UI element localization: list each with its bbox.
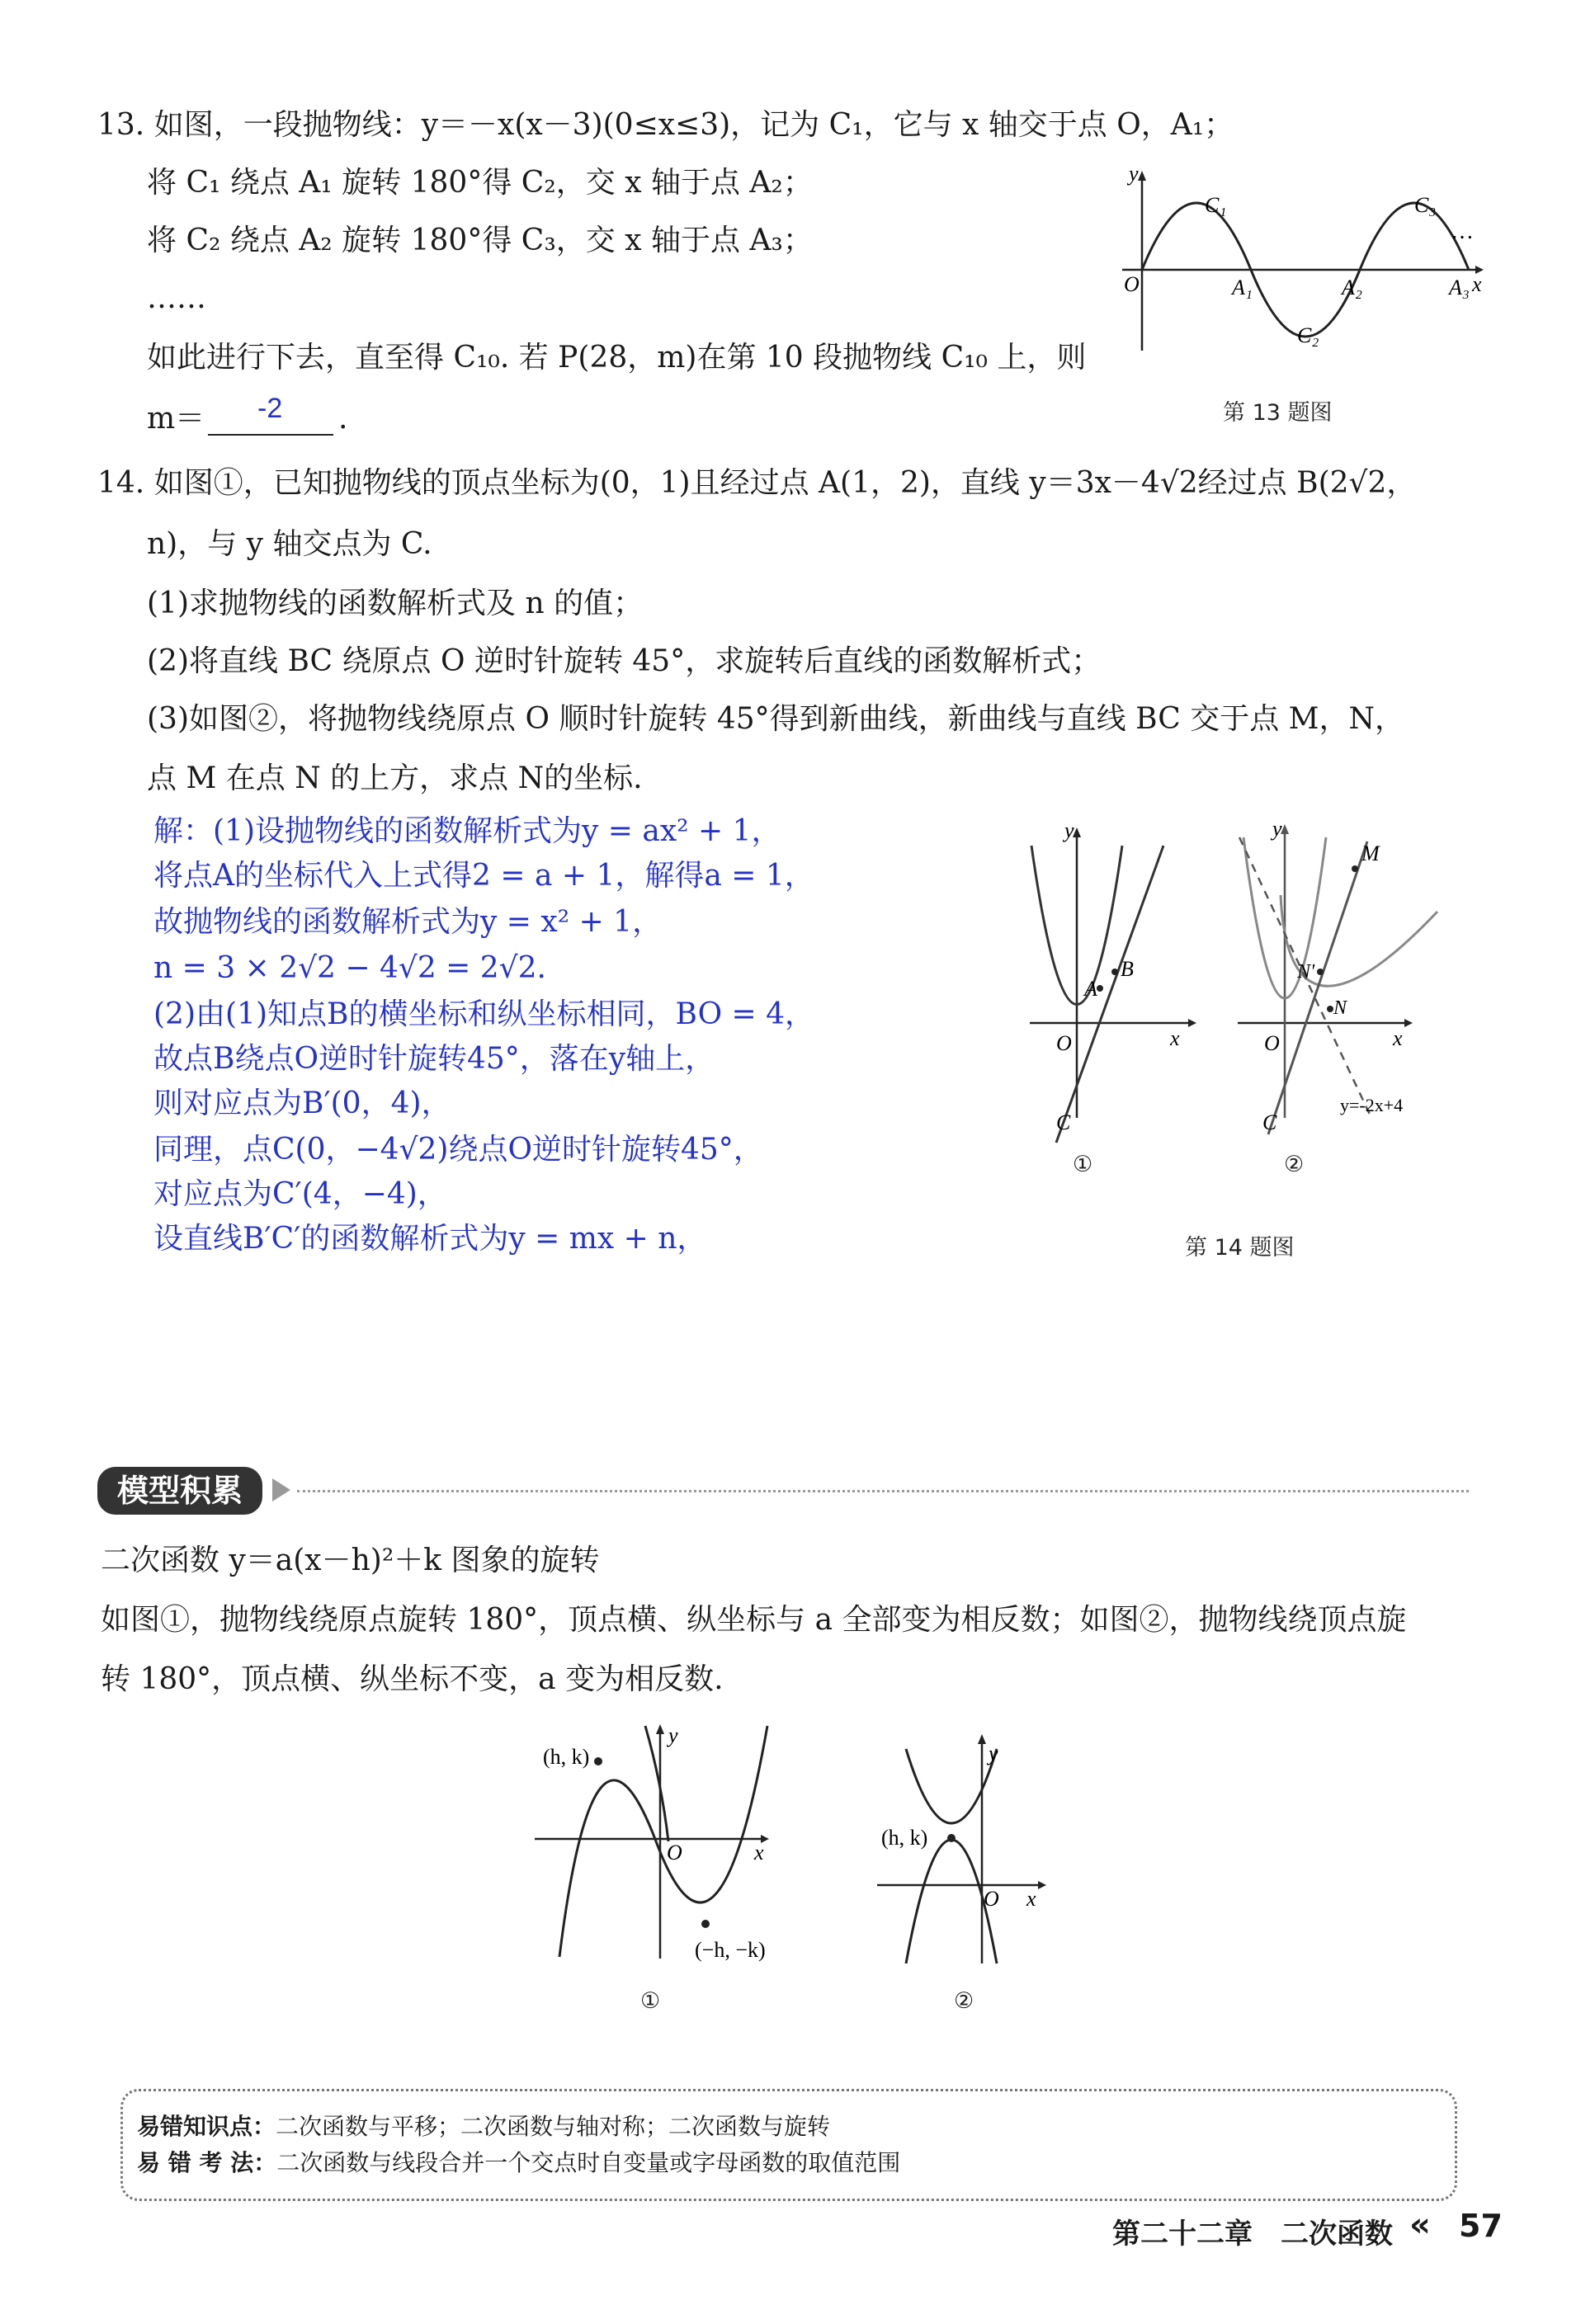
footer-chapter: 第二十二章 二次函数 — [1112, 2218, 1393, 2251]
q13-period: . — [338, 402, 348, 436]
q14-line-5: (3)如图②，将抛物线绕原点 O 顺时针旋转 45°得到新曲线，新曲线与直线 BC 交于点 M，N， — [147, 702, 1405, 736]
curve-c1 — [1142, 203, 1251, 270]
note-text-2: 二次函数与线段合并一个交点时自变量或字母函数的取值范围 — [276, 2149, 901, 2176]
model-text-2: 转 180°，顶点横、纵坐标不变，a 变为相反数. — [101, 1662, 724, 1696]
q14-line-1: 14. 如图①，已知抛物线的顶点坐标为(0，1)且经过点 A(1，2)，直线 y＝3x－4√2经过点 B(2√2， — [97, 466, 1417, 500]
q13-line-3: 将 C₂ 绕点 A₂ 旋转 180°得 C₃，交 x 轴于点 A₃； — [147, 224, 813, 257]
label-c3: C₃ — [1414, 193, 1437, 217]
label-a3: A₃ — [1449, 276, 1470, 299]
svg-text:N': N' — [1297, 961, 1315, 983]
svg-text:M: M — [1361, 841, 1380, 865]
label-c1: C₁ — [1205, 193, 1227, 217]
q13-line-4: …… — [147, 281, 206, 315]
answer-blank — [208, 434, 333, 436]
caption-13: 第 13 题图 — [1223, 400, 1333, 426]
svg-text:x: x — [1393, 1026, 1403, 1050]
label-a1: A₁ — [1232, 276, 1253, 299]
note-label-1: 易错知识点： — [137, 2113, 276, 2140]
solution-line-1: 解：(1)设抛物线的函数解析式为y = ax² + 1， — [153, 814, 781, 848]
figure-14-1 — [1023, 821, 1213, 1151]
model-badge: 模型积累 — [97, 1467, 262, 1515]
label-c2: C₂ — [1297, 323, 1319, 347]
svg-text:x: x — [754, 1841, 764, 1864]
svg-text:O: O — [984, 1887, 999, 1911]
svg-text:x: x — [1026, 1887, 1036, 1911]
svg-text:(h, k): (h, k) — [881, 1826, 928, 1850]
model-figure-2 — [873, 1732, 1063, 1972]
model-figure-1 — [528, 1718, 776, 1965]
svg-text:A: A — [1084, 977, 1097, 1001]
label-x: x — [1472, 272, 1482, 296]
solution-line-10: 设直线B′C′的函数解析式为y = mx + n， — [153, 1222, 707, 1256]
model-fig-label-1: ① — [640, 1988, 661, 2014]
model-fig-label-2: ② — [954, 1988, 974, 2014]
svg-text:y=-2x+4: y=-2x+4 — [1340, 1095, 1404, 1115]
svg-text:y: y — [989, 1742, 998, 1765]
q13-answer: -2 — [257, 393, 283, 424]
svg-text:O: O — [1056, 1031, 1072, 1055]
q14-line-3: (1)求抛物线的函数解析式及 n 的值； — [147, 587, 644, 620]
page-number: 57 — [1459, 2208, 1503, 2244]
svg-text:O: O — [1264, 1031, 1280, 1055]
q13-line-1: 13. 如图，一段抛物线：y＝－x(x－3)(0≤x≤3)，记为 C₁，它与 x 轴交于点 O，A₁； — [97, 108, 1234, 142]
figure-14-2 — [1231, 821, 1462, 1151]
svg-text:C: C — [1056, 1110, 1071, 1134]
svg-text:(h, k): (h, k) — [543, 1745, 590, 1769]
svg-text:N: N — [1333, 997, 1347, 1019]
solution-line-3: 故抛物线的函数解析式为y = x² + 1， — [153, 905, 663, 939]
solution-line-2: 将点A的坐标代入上式得2 = a + 1，解得a = 1， — [153, 859, 814, 893]
figure-13 — [1106, 161, 1485, 367]
q14-line-2: n)，与 y 轴交点为 C. — [147, 527, 432, 561]
model-title: 二次函数 y＝a(x－h)²＋k 图象的旋转 — [101, 1544, 600, 1577]
q14-line-4: (2)将直线 BC 绕原点 O 逆时针旋转 45°，求旋转后直线的函数解析式； — [147, 644, 1102, 678]
q13-line-2: 将 C₁ 绕点 A₁ 旋转 180°得 C₂，交 x 轴于点 A₂； — [147, 166, 813, 200]
solution-line-7: 则对应点为B′(0，4)， — [153, 1087, 451, 1120]
model-text-1: 如图①，抛物线绕原点旋转 180°，顶点横、纵坐标与 a 全部变为相反数；如图②，抛物线绕顶点旋 — [101, 1603, 1407, 1637]
fig14-label-1: ① — [1073, 1152, 1093, 1177]
q14-line-6: 点 M 在点 N 的上方，求点 N的坐标. — [147, 761, 643, 795]
footer-arrows-icon: « — [1409, 2206, 1431, 2244]
solution-line-9: 对应点为C′(4，−4)， — [153, 1177, 447, 1211]
q13-line-5: 如此进行下去，直至得 C₁₀. 若 P(28，m)在第 10 段抛物线 C₁₀ 上，则 — [147, 341, 1087, 375]
line-bc — [1056, 846, 1163, 1143]
badge-arrow-icon — [272, 1478, 290, 1501]
label-dots: … — [1451, 219, 1474, 244]
svg-text:x: x — [1170, 1026, 1180, 1050]
note-text-1: 二次函数与平移；二次函数与轴对称；二次函数与旋转 — [276, 2113, 831, 2140]
note-1 — [137, 2109, 830, 2142]
svg-text:y: y — [1272, 821, 1282, 841]
svg-text:C: C — [1262, 1110, 1277, 1134]
solution-line-6: 故点B绕点O逆时针旋转45°，落在y轴上， — [153, 1042, 715, 1076]
svg-text:y: y — [668, 1723, 678, 1747]
svg-text:O: O — [667, 1841, 682, 1864]
solution-line-8: 同理，点C(0，−4√2)绕点O逆时针旋转45°， — [153, 1133, 763, 1167]
caption-14: 第 14 题图 — [1185, 1235, 1295, 1261]
svg-text:B: B — [1121, 957, 1134, 981]
svg-text:y: y — [1064, 821, 1074, 842]
q13-line-6: m＝ — [147, 402, 205, 436]
note-2 — [137, 2145, 900, 2178]
solution-line-4: n = 3 × 2√2 − 4√2 = 2√2. — [153, 951, 546, 985]
label-o: O — [1124, 272, 1140, 296]
solution-line-5: (2)由(1)知点B的横坐标和纵坐标相同，BO = 4， — [153, 997, 815, 1031]
fig14-label-2: ② — [1284, 1152, 1305, 1177]
label-y: y — [1129, 162, 1139, 186]
svg-text:(−h, −k): (−h, −k) — [695, 1938, 766, 1962]
note-label-2: 易 错 考 法： — [137, 2149, 277, 2176]
divider — [297, 1490, 1469, 1492]
label-a2: A₂ — [1342, 276, 1362, 299]
